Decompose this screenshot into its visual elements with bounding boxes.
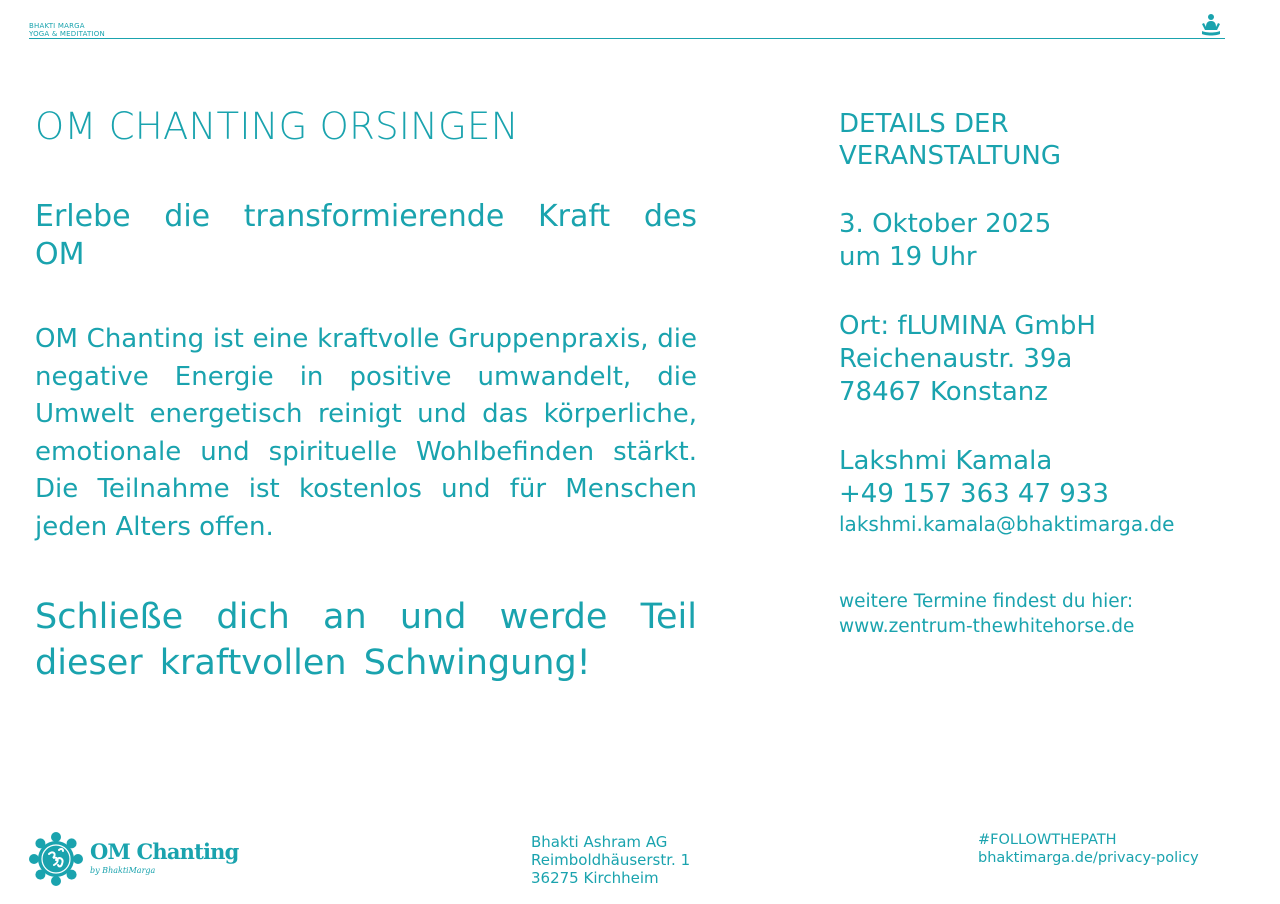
details-heading <box>839 108 1259 172</box>
venue-city: 78467 Konstanz <box>839 377 1048 407</box>
event-time: um 19 Uhr <box>839 242 977 272</box>
footer-logo-title: OM Chanting <box>90 839 239 864</box>
privacy-policy-link[interactable]: bhaktimarga.de/privacy-policy <box>978 850 1199 866</box>
footer-address <box>531 833 690 887</box>
details-heading-line-1: DETAILS DER <box>839 109 1009 139</box>
description: OM Chanting ist eine kraftvolle Gruppenpraxis, die negative Energie in positive umwandelt, die Umwelt energetisch reinigt und das körperliche, emotionale und spirituelle Wohlbefinden stärkt. Die Teilnahme ist kostenlos und für Menschen jeden Alters offen. <box>35 324 697 542</box>
event-details <box>839 108 1259 639</box>
contact-name: Lakshmi Kamala <box>839 446 1053 476</box>
org-street: Reimboldhäuserstr. 1 <box>531 851 691 869</box>
contact-phone[interactable]: +49 157 363 47 933 <box>839 479 1109 509</box>
event-date: 3. Oktober 2025 <box>839 209 1052 239</box>
contact-block <box>839 445 1259 537</box>
call-to-action: Schließe dich an und werde Teil dieser kraftvollen Schwingung! <box>35 597 697 683</box>
contact-email[interactable]: lakshmi.kamala@bhaktimarga.de <box>839 512 1175 536</box>
event-datetime <box>839 208 1259 274</box>
header-divider <box>29 38 1225 39</box>
brand-line-2: YOGA & MEDITATION <box>29 30 105 38</box>
meditating-figure-icon <box>1200 12 1222 38</box>
hashtag: #FOLLOWTHEPATH <box>978 832 1117 848</box>
more-dates-label: weitere Termine findest du hier: <box>839 591 1134 612</box>
more-dates-link[interactable]: www.zentrum-thewhitehorse.de <box>839 616 1135 637</box>
main-content <box>35 104 697 686</box>
footer-logo-subtitle: by BhaktiMarga <box>90 866 156 875</box>
om-mandala-icon <box>29 832 83 886</box>
event-venue <box>839 310 1259 409</box>
org-city: 36275 Kirchheim <box>531 869 659 887</box>
brand-line-1: BHAKTI MARGA <box>29 22 85 30</box>
venue-name: Ort: fLUMINA GmbH <box>839 311 1096 341</box>
details-heading-line-2: VERANSTALTUNG <box>839 141 1062 171</box>
footer-links <box>978 831 1199 867</box>
venue-street: Reichenaustr. 39a <box>839 344 1073 374</box>
subtitle: Erlebe die transformierende Kraft des OM <box>35 199 697 272</box>
brand-wordmark <box>29 22 105 38</box>
more-dates <box>839 589 1259 639</box>
page-title: OM CHANTING ORSINGEN <box>35 105 519 148</box>
org-name: Bhakti Ashram AG <box>531 833 668 851</box>
